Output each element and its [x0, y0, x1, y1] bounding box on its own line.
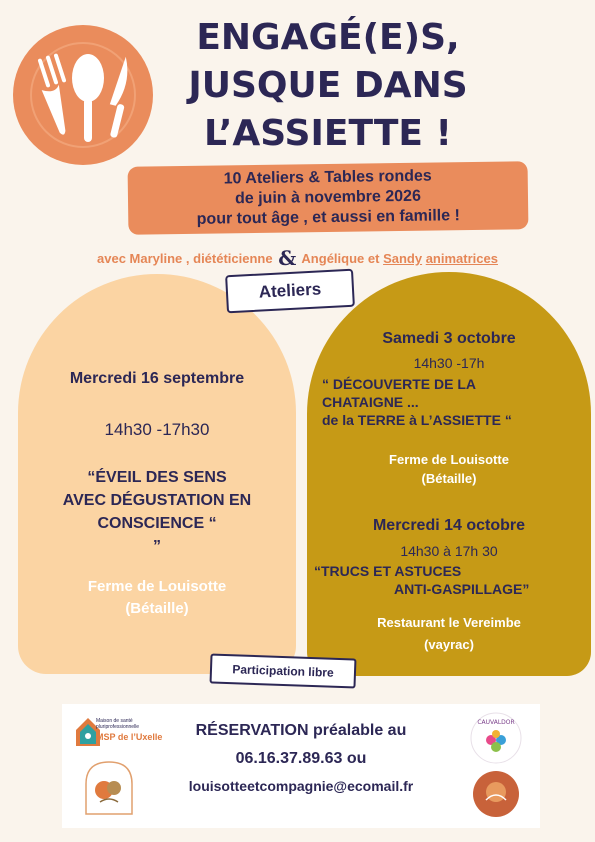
left-place-line-1: Ferme de Louisotte: [87, 578, 227, 595]
msp-logo-brand: MSP de l’Uxelle: [96, 732, 163, 742]
hosts-part-4: animatrices: [425, 251, 498, 266]
reservation-title: RÉSERVATION préalable au: [195, 722, 407, 739]
left-title-line-2: AVEC DÉGUSTATION EN: [62, 492, 252, 509]
msp-logo-text: Maison de santé pluriprofessionnelle: [96, 718, 140, 730]
right-event-1-title: [322, 375, 584, 429]
left-place-line-2: (Bétaille): [125, 600, 189, 617]
right-event-1-day: Samedi 3 octobre: [382, 330, 516, 347]
right-event-2-day: Mercredi 14 octobre: [372, 517, 526, 534]
cauvaldor-logo-icon: [470, 712, 522, 764]
left-title-line-4: ”: [153, 538, 161, 555]
left-title-line-1: “ÉVEIL DES SENS: [87, 469, 227, 486]
right-2-title-line-1: “TRUCS ET ASTUCES: [314, 563, 462, 579]
ampersand-glyph: &: [278, 246, 297, 270]
ateliers-tag: Ateliers: [225, 269, 355, 314]
hosts-part-3: Sandy: [383, 251, 423, 266]
fork-spoon-plate-icon: [8, 20, 158, 170]
hosts-line: [0, 246, 595, 270]
cauvaldor-logo-text: CAUVALDOR: [477, 719, 515, 726]
banner-line-2: de juin à novembre 2026: [234, 187, 422, 208]
page-title-line-3: L’ASSIETTE !: [204, 113, 452, 154]
right-event-1-time: 14h30 -17h: [413, 355, 485, 371]
right-2-place-line-2: (vayrac): [424, 637, 474, 652]
left-title-line-3: CONSCIENCE “: [97, 515, 217, 532]
association-logo-icon: [80, 758, 138, 816]
left-event-time: 14h30 -17h30: [104, 420, 210, 439]
reservation-phone[interactable]: 06.16.37.89.63 ou: [235, 750, 367, 767]
right-2-title-line-2: ANTI-GASPILLAGE”: [394, 581, 530, 597]
left-event-place: [18, 576, 296, 620]
right-2-place-line-1: Restaurant le Vereimbe: [377, 615, 521, 630]
right-event-2-title: [314, 562, 584, 598]
reservation-email[interactable]: louisotteetcompagnie@ecomail.fr: [188, 778, 414, 794]
msp-house-logo-icon: [72, 710, 172, 752]
banner-line-3: pour tout âge , et aussi en famille !: [196, 207, 460, 228]
page-title-line-2: JUSQUE DANS: [188, 65, 468, 106]
left-event-day: Mercredi 16 septembre: [69, 370, 245, 387]
right-1-place-line-1: Ferme de Louisotte: [389, 452, 509, 467]
left-event-title: [28, 466, 286, 558]
right-1-title-line-3: de la TERRE à L’ASSIETTE “: [322, 412, 512, 428]
hosts-part-1: avec Maryline , diététicienne: [97, 251, 273, 266]
hosts-part-2: Angélique et: [301, 251, 380, 266]
banner-line-1: 10 Ateliers & Tables rondes: [223, 167, 432, 188]
dates-banner: [128, 161, 529, 235]
participation-libre-tag: Participation libre: [210, 653, 357, 688]
right-event-1-place: [307, 450, 591, 488]
right-1-title-line-1: “ DÉCOUVERTE DE LA: [322, 376, 477, 392]
right-event-2-place: [307, 612, 591, 656]
right-1-place-line-2: (Bétaille): [421, 471, 477, 486]
right-event-2-time: 14h30 à 17h 30: [400, 543, 498, 559]
ferme-louisotte-logo-icon: [472, 770, 520, 818]
right-1-title-line-2: CHATAIGNE ...: [322, 394, 419, 410]
page-title-line-1: ENGAGÉ(E)S,: [196, 17, 460, 58]
